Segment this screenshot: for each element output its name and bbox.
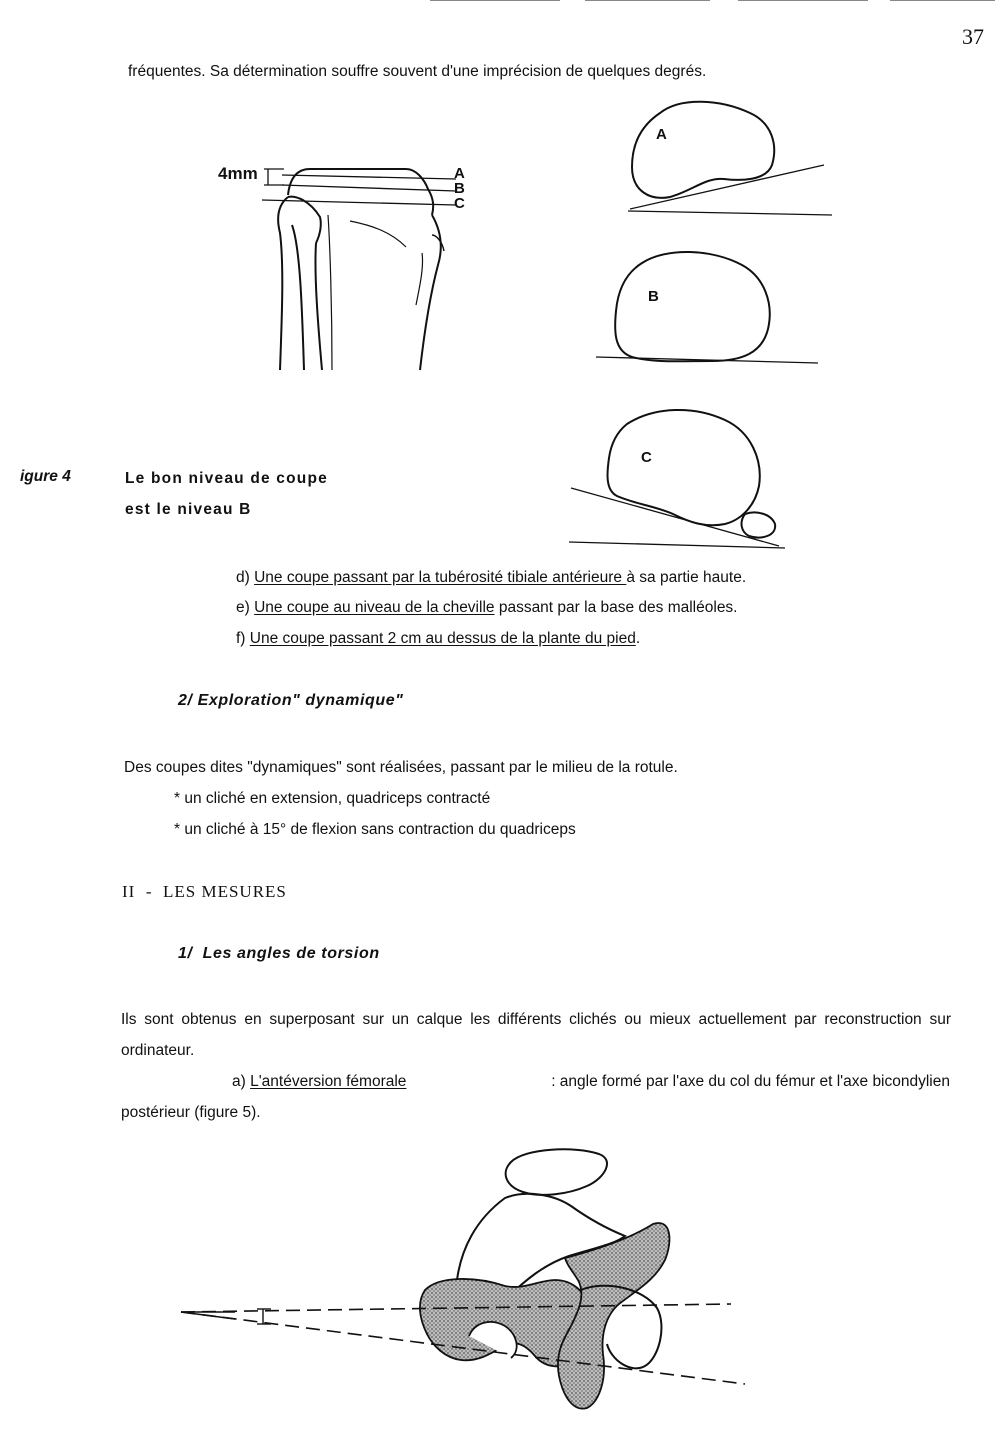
paragraph-torsion: Ils sont obtenus en superposant sur un calque les différents clichés ou mieux actuellement par reconstruction sur ordinateur. xyxy=(121,1011,951,1059)
level-label-b: B xyxy=(454,180,465,197)
list-item-d: d) Une coupe passant par la tubérosité tibiale antérieure à sa partie haute. xyxy=(236,569,747,586)
label-4mm: 4mm xyxy=(218,164,258,183)
dynamic-bullet-2: * un cliché à 15° de flexion sans contraction du quadriceps xyxy=(174,821,576,838)
dynamic-intro: Des coupes dites "dynamiques" sont réalisées, passant par le milieu de la rotule. xyxy=(124,759,678,776)
section-b-label: B xyxy=(648,288,659,305)
part-heading-mesures: II - LES MESURES xyxy=(122,882,287,901)
item-a-line2: postérieur (figure 5). xyxy=(121,1104,261,1121)
dynamic-bullet-1: * un cliché en extension, quadriceps contracté xyxy=(174,790,491,807)
section-a-diagram xyxy=(620,95,835,225)
level-label-c: C xyxy=(454,195,465,212)
item-a-line1: a) L'antéversion fémorale : angle formé par l'axe du col du fémur et l'axe bicondylien xyxy=(232,1073,950,1090)
figure-caption-line1: Le bon niveau de coupe xyxy=(125,470,328,487)
figure-caption-line2: est le niveau B xyxy=(125,501,252,518)
top-rule-1 xyxy=(430,0,560,1)
section-c-diagram xyxy=(565,402,795,552)
page-number: 37 xyxy=(962,24,984,49)
section-a-label: A xyxy=(656,126,667,143)
section-c-label: C xyxy=(641,449,652,466)
figure-number: igure 4 xyxy=(20,468,71,485)
top-rule-2 xyxy=(585,0,710,1)
list-item-f: f) Une coupe passant 2 cm au dessus de la plante du pied. xyxy=(236,630,641,647)
tibia-knee-diagram xyxy=(210,155,500,375)
top-rule-3 xyxy=(738,0,868,1)
subsection-heading-torsion: 1/ Les angles de torsion xyxy=(178,945,380,962)
list-item-e: e) Une coupe au niveau de la cheville passant par la base des malléoles. xyxy=(236,599,738,616)
section-heading-dynamic: 2/ Exploration" dynamique" xyxy=(178,692,404,709)
level-label-a: A xyxy=(454,165,465,182)
top-rule-4 xyxy=(890,0,995,1)
section-b-diagram xyxy=(592,245,822,370)
femoral-anteversion-diagram xyxy=(175,1140,755,1420)
text-line-top: fréquentes. Sa détermination souffre souvent d'une imprécision de quelques degrés. xyxy=(128,63,707,80)
